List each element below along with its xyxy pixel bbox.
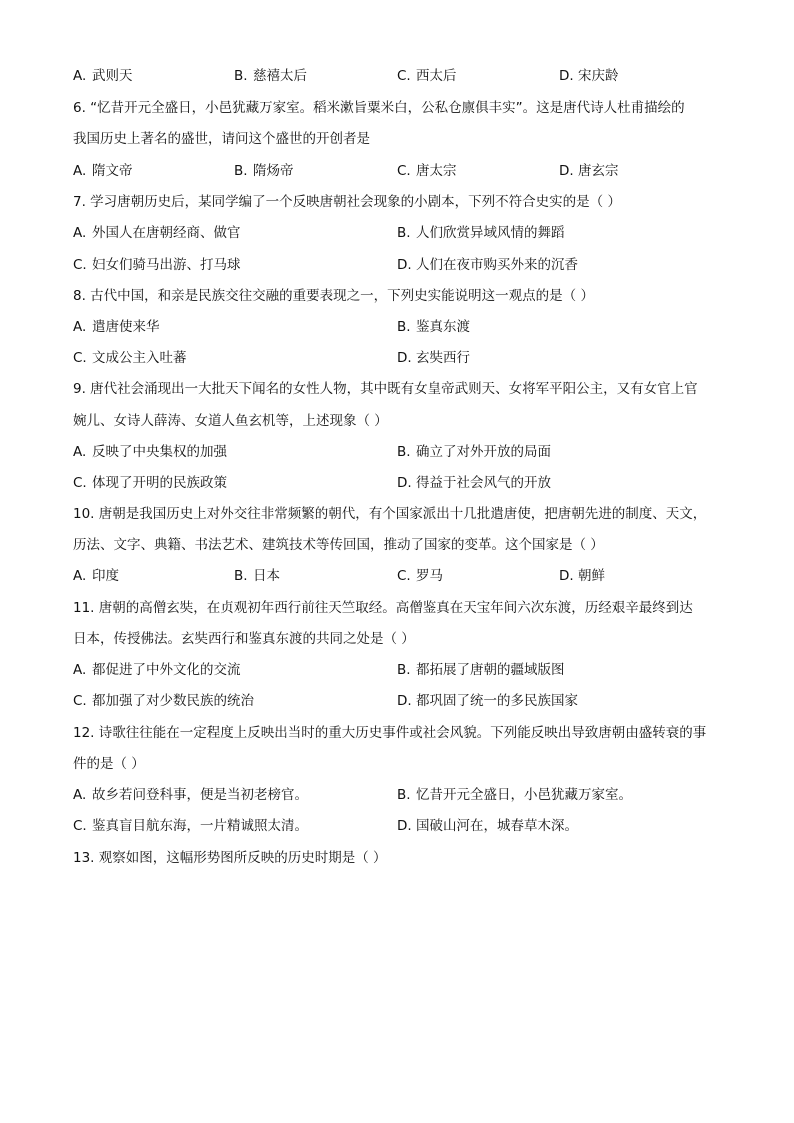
q10-option-c bbox=[397, 567, 443, 585]
option-text: 人们在夜市购买外来的沉香 bbox=[416, 257, 578, 273]
option-label: D. bbox=[397, 693, 412, 709]
q8-option-c bbox=[73, 349, 187, 367]
q9-option-c bbox=[73, 474, 227, 492]
q10-stem-line1: 10. 唐朝是我国历史上对外交往非常频繁的朝代，有个国家派出十几批遣唐使，把唐朝先进的制度、天文， bbox=[73, 506, 707, 522]
q10-option-a bbox=[73, 567, 119, 585]
q11-option-d bbox=[397, 692, 578, 710]
q11-option-c bbox=[73, 692, 254, 710]
option-text: 唐太宗 bbox=[416, 163, 457, 179]
option-text: 朝鲜 bbox=[578, 568, 605, 584]
q12-option-d bbox=[397, 817, 578, 835]
option-text: 国破山河在，城春草木深。 bbox=[416, 818, 578, 834]
option-label: A. bbox=[73, 568, 87, 584]
option-label: B. bbox=[397, 225, 411, 241]
option-text: 日本 bbox=[253, 568, 280, 584]
option-text: 都拓展了唐朝的疆域版图 bbox=[416, 662, 565, 678]
q11-option-a bbox=[73, 661, 241, 679]
q6-option-d bbox=[559, 162, 619, 180]
option-text: 武则天 bbox=[92, 68, 133, 84]
option-label: B. bbox=[397, 662, 411, 678]
option-label: D. bbox=[559, 163, 574, 179]
q8-option-b bbox=[397, 318, 470, 336]
q9-stem-line1: 9. 唐代社会涌现出一大批天下闻名的女性人物，其中既有女皇帝武则天、女将军平阳公主，又有女官上官 bbox=[73, 381, 698, 397]
q12-stem-line1: 12. 诗歌往往能在一定程度上反映出当时的重大历史事件或社会风貌。下列能反映出导致唐朝由盛转衰的事 bbox=[73, 725, 707, 741]
option-text: 都加强了对少数民族的统治 bbox=[92, 693, 254, 709]
option-text: 都促进了中外文化的交流 bbox=[92, 662, 241, 678]
option-label: A. bbox=[73, 662, 87, 678]
option-text: 确立了对外开放的局面 bbox=[416, 444, 551, 460]
option-text: 人们欣赏异域风情的舞蹈 bbox=[416, 225, 565, 241]
q9-option-d bbox=[397, 474, 551, 492]
q10-option-b bbox=[234, 567, 280, 585]
q12-stem-line2: 件的是（ ） bbox=[73, 756, 145, 772]
option-text: 体现了开明的民族政策 bbox=[92, 475, 227, 491]
option-label: A. bbox=[73, 225, 87, 241]
option-text: 西太后 bbox=[416, 68, 457, 84]
option-text: 反映了中央集权的加强 bbox=[92, 444, 227, 460]
option-text: 鉴真东渡 bbox=[416, 319, 470, 335]
option-text: 隋炀帝 bbox=[253, 163, 294, 179]
q9-option-b bbox=[397, 443, 551, 461]
option-text: 隋文帝 bbox=[92, 163, 133, 179]
q7-option-a bbox=[73, 224, 241, 242]
q7-option-c bbox=[73, 256, 241, 274]
q5-option-d bbox=[559, 67, 619, 85]
q5-option-c bbox=[397, 67, 457, 85]
q6-stem-line2: 我国历史上著名的盛世，请问这个盛世的开创者是 bbox=[73, 131, 370, 147]
q12-option-b bbox=[397, 786, 632, 804]
option-label: B. bbox=[397, 444, 411, 460]
q6-stem-line1: 6. “忆昔开元全盛日，小邑犹藏万家室。稻米漱旨粟米白，公私仓廪俱丰实”。这是唐代诗人杜甫描绘的 bbox=[73, 100, 685, 116]
option-label: A. bbox=[73, 787, 87, 803]
option-label: B. bbox=[234, 163, 248, 179]
option-label: D. bbox=[397, 818, 412, 834]
q13-stem-line1: 13. 观察如图，这幅形势图所反映的历史时期是（ ） bbox=[73, 850, 387, 866]
option-label: C. bbox=[397, 163, 411, 179]
q12-option-a bbox=[73, 786, 308, 804]
option-label: D. bbox=[397, 350, 412, 366]
option-text: 印度 bbox=[92, 568, 119, 584]
option-label: B. bbox=[234, 68, 248, 84]
option-label: C. bbox=[397, 68, 411, 84]
option-text: 唐玄宗 bbox=[578, 163, 619, 179]
option-label: A. bbox=[73, 163, 87, 179]
q9-stem-line2: 婉儿、女诗人薛涛、女道人鱼玄机等，上述现象（ ） bbox=[73, 413, 388, 429]
option-text: 玄奘西行 bbox=[416, 350, 470, 366]
q10-stem-line2: 历法、文字、典籍、书法艺术、建筑技术等传回国，推动了国家的变革。这个国家是（ ） bbox=[73, 537, 604, 553]
option-label: A. bbox=[73, 319, 87, 335]
q6-option-b bbox=[234, 162, 294, 180]
q7-option-b bbox=[397, 224, 565, 242]
q11-stem-line2: 日本，传授佛法。玄奘西行和鉴真东渡的共同之处是（ ） bbox=[73, 631, 415, 647]
q9-option-a bbox=[73, 443, 227, 461]
q12-option-c bbox=[73, 817, 308, 835]
q6-option-a bbox=[73, 162, 133, 180]
option-label: A. bbox=[73, 68, 87, 84]
option-label: B. bbox=[397, 787, 411, 803]
option-label: C. bbox=[73, 475, 87, 491]
q8-option-a bbox=[73, 318, 160, 336]
option-label: C. bbox=[73, 818, 87, 834]
q10-option-d bbox=[559, 567, 605, 585]
option-label: C. bbox=[73, 693, 87, 709]
option-label: D. bbox=[397, 475, 412, 491]
q7-stem-line1: 7. 学习唐朝历史后，某同学编了一个反映唐朝社会现象的小剧本，下列不符合史实的是（ ） bbox=[73, 194, 621, 210]
option-text: 外国人在唐朝经商、做官 bbox=[92, 225, 241, 241]
option-text: 妇女们骑马出游、打马球 bbox=[92, 257, 241, 273]
q6-option-c bbox=[397, 162, 457, 180]
q5-option-a bbox=[73, 67, 133, 85]
option-label: C. bbox=[397, 568, 411, 584]
option-text: 得益于社会风气的开放 bbox=[416, 475, 551, 491]
option-text: 慈禧太后 bbox=[253, 68, 307, 84]
q11-option-b bbox=[397, 661, 565, 679]
option-text: 文成公主入吐蕃 bbox=[92, 350, 187, 366]
option-text: 鉴真盲目航东海，一片精诚照太清。 bbox=[92, 818, 308, 834]
option-text: 遣唐使来华 bbox=[92, 319, 160, 335]
option-text: 忆昔开元全盛日，小邑犹藏万家室。 bbox=[416, 787, 632, 803]
option-label: A. bbox=[73, 444, 87, 460]
option-text: 都巩固了统一的多民族国家 bbox=[416, 693, 578, 709]
option-label: D. bbox=[559, 68, 574, 84]
q8-stem-line1: 8. 古代中国，和亲是民族交往交融的重要表现之一，下列史实能说明这一观点的是（ ） bbox=[73, 288, 594, 304]
option-label: C. bbox=[73, 257, 87, 273]
option-label: B. bbox=[397, 319, 411, 335]
option-label: B. bbox=[234, 568, 248, 584]
option-text: 罗马 bbox=[416, 568, 443, 584]
q11-stem-line1: 11. 唐朝的高僧玄奘，在贞观初年西行前往天竺取经。高僧鉴真在天宝年间六次东渡，历经艰辛最终到达 bbox=[73, 600, 693, 616]
q5-option-b bbox=[234, 67, 307, 85]
option-label: D. bbox=[559, 568, 574, 584]
option-label: D. bbox=[397, 257, 412, 273]
q7-option-d bbox=[397, 256, 578, 274]
option-label: C. bbox=[73, 350, 87, 366]
option-text: 宋庆龄 bbox=[578, 68, 619, 84]
option-text: 故乡若问登科事，便是当初老榜官。 bbox=[92, 787, 308, 803]
q8-option-d bbox=[397, 349, 470, 367]
